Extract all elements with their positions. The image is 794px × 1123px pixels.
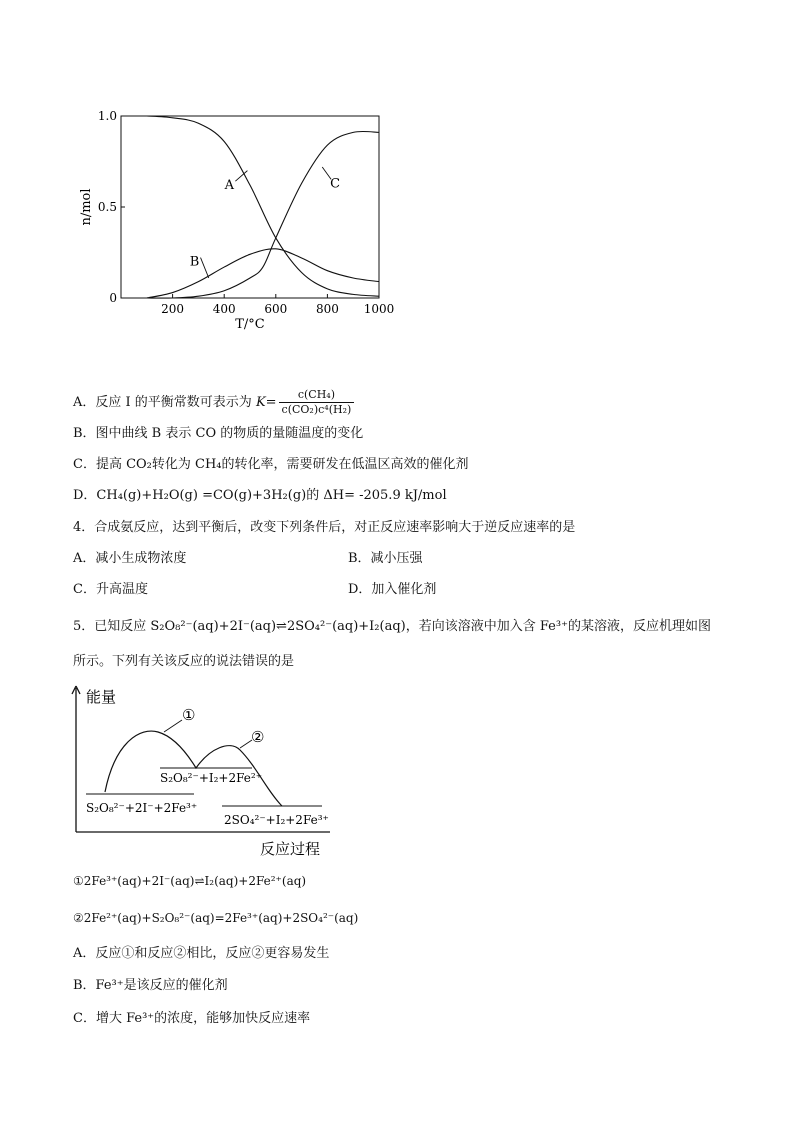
q4-option-c: C．升高温度 — [73, 582, 148, 597]
q4-option-a: A．减小生成物浓度 — [73, 551, 187, 566]
x-tick-label: 800 — [315, 302, 339, 316]
x-axis-label: T/°C — [235, 317, 265, 332]
n-vs-temperature-chart — [70, 100, 410, 340]
series-label-b: B — [189, 254, 200, 270]
energy-profile-diagram — [60, 682, 360, 862]
q5-mechanism-step1: ①2Fe³⁺(aq)+2I⁻(aq)⇌I₂(aq)+2Fe²⁺(aq) — [73, 874, 307, 888]
q5-stem-line2: 所示。下列有关该反应的说法错误的是 — [73, 654, 295, 669]
q4-stem: 4．合成氨反应，达到平衡后，改变下列条件后，对正反应速率影响大于逆反应速率的是 — [73, 520, 576, 535]
q5-option-a: A．反应①和反应②相比，反应②更容易发生 — [73, 946, 330, 961]
y-tick-label: 0.5 — [97, 200, 117, 214]
x-tick-label: 1000 — [363, 302, 395, 316]
x-tick-label: 400 — [212, 302, 236, 316]
chart-labels — [190, 167, 340, 278]
y-tick-label: 1.0 — [97, 109, 117, 123]
q4-option-b: B．减小压强 — [348, 551, 423, 566]
x-tick-label: 600 — [264, 302, 288, 316]
q4-option-d: D．加入催化剂 — [348, 582, 437, 597]
series-label-c: C — [330, 176, 341, 192]
series-line-c — [147, 131, 379, 298]
y-tick-label: 0 — [109, 291, 117, 305]
q3-option-b: B．图中曲线 B 表示 CO 的物质的量随温度的变化 — [73, 426, 364, 441]
peak1-label: ① — [182, 706, 196, 724]
series-leader-b — [201, 258, 209, 278]
fraction-denominator: c(CO₂)c⁴(H₂) — [281, 403, 352, 416]
q3-option-c: C．提高 CO₂转化为 CH₄的转化率，需要研发在低温区高效的催化剂 — [73, 457, 469, 472]
fraction-numerator: c(CH₄) — [279, 388, 355, 403]
chart-axes — [79, 109, 394, 332]
y-axis-label: 能量 — [86, 688, 117, 706]
q5-mechanism-step2: ②2Fe²⁺(aq)+S₂O₈²⁻(aq)=2Fe³⁺(aq)+2SO₄²⁻(aq) — [73, 911, 359, 925]
peak1-leader — [164, 720, 182, 732]
q3-option-a-k: K= — [255, 395, 277, 410]
level-mid-label: S₂O₈²⁻+I₂+2Fe²⁺ — [160, 771, 263, 785]
equilibrium-constant-fraction — [279, 388, 355, 417]
q3-option-a — [73, 388, 356, 417]
chart-series — [147, 116, 379, 298]
q5-option-c: C．增大 Fe³⁺的浓度，能够加快反应速率 — [73, 1011, 311, 1026]
series-line-b — [147, 249, 379, 298]
series-label-a: A — [224, 178, 235, 194]
q5-option-b: B．Fe³⁺是该反应的催化剂 — [73, 978, 228, 993]
level-end-label: 2SO₄²⁻+I₂+2Fe³⁺ — [224, 813, 329, 827]
level-start-label: S₂O₈²⁻+2I⁻+2Fe³⁺ — [86, 801, 198, 815]
y-axis-label: n/mol — [79, 188, 94, 226]
series-line-a — [147, 116, 379, 296]
peak2-label: ② — [251, 728, 265, 746]
q3-option-a-text: A．反应 I 的平衡常数可表示为 — [73, 395, 252, 410]
q5-stem-line1: 5．已知反应 S₂O₈²⁻(aq)+2I⁻(aq)⇌2SO₄²⁻(aq)+I₂(aq)，若向该溶液中加入含 Fe³⁺的某溶液，反应机理如图 — [73, 619, 711, 634]
plot-frame — [121, 116, 379, 298]
x-axis-label: 反应过程 — [260, 840, 321, 858]
x-tick-label: 200 — [161, 302, 185, 316]
q3-option-d: D．CH₄(g)+H₂O(g) =CO(g)+3H₂(g)的 ΔH= -205.9 kJ/mol — [73, 488, 447, 503]
